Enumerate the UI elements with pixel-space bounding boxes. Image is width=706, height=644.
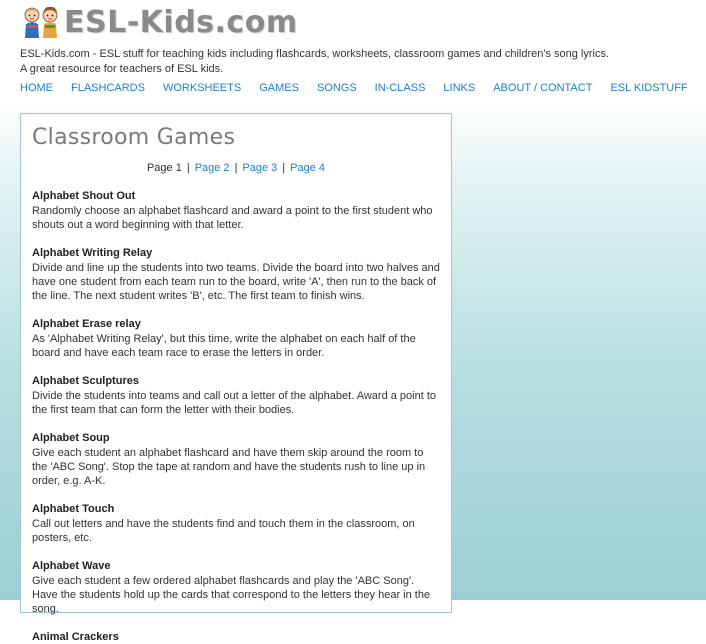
pager-link-page-4[interactable]: Page 4 [290,162,326,174]
game-title: Alphabet Sculptures [32,375,139,387]
game-entry [32,317,440,360]
nav-flashcards[interactable]: FLASHCARDS [71,82,145,94]
pager-separator: | [234,162,238,174]
game-title: Alphabet Soup [32,432,110,444]
game-entry [32,189,440,232]
site-title[interactable]: ESL-Kids.com [64,5,298,40]
kids-logo-icon[interactable] [20,5,62,41]
game-entry [32,559,440,616]
nav-esl-kidstuff[interactable]: ESL KIDSTUFF [610,82,688,94]
game-title: Alphabet Shout Out [32,190,136,202]
game-description: Randomly choose an alphabet flashcard and award a point to the first student who shouts out a word beginning with that letter. [32,205,433,231]
games-list [32,189,440,644]
main-nav [20,82,706,94]
pager-link-page-3[interactable]: Page 3 [242,162,278,174]
game-description: Give each student an alphabet flashcard and have them skip around the room to the 'ABC Song'. Stop the tape at random and have the students rush to line up in order, e.g. A-K. [32,447,426,487]
content-panel [20,113,452,643]
pager-current-page: Page 1 [146,162,182,174]
game-entry [32,374,440,417]
game-title: Alphabet Wave [32,560,111,572]
nav-about-contact[interactable]: ABOUT / CONTACT [493,82,593,94]
game-description: As 'Alphabet Writing Relay', but this time, write the alphabet on each half of the board and have each team race to erase the letters in order. [32,333,416,359]
nav-links[interactable]: LINKS [443,82,476,94]
game-description: Call out letters and have the students find and touch them in the classroom, on posters, etc. [32,518,415,544]
pagination [32,160,440,176]
game-description: Give each student a few ordered alphabet flashcards and play the 'ABC Song'. Have the students hold up the cards that correspond to the letters they hear in the song. [32,575,431,615]
nav-in-class[interactable]: IN-CLASS [374,82,426,94]
site-tagline [20,47,609,77]
nav-home[interactable]: HOME [20,82,53,94]
game-description: Divide the students into teams and call out a letter of the alphabet. Award a point to the first team that can form the letter with their bodies. [32,390,436,416]
game-title: Alphabet Writing Relay [32,247,153,259]
game-entry [32,630,440,644]
game-description: Divide and line up the students into two teams. Divide the board into two halves and have one student from each team run to the board, write 'A', then run to the back of the line. The next student writes 'B', etc. The first team to finish wins. [32,262,440,302]
nav-worksheets[interactable]: WORKSHEETS [162,82,242,94]
site-header [20,4,298,42]
game-entry [32,431,440,488]
game-title: Animal Crackers [32,631,119,643]
game-title: Alphabet Erase relay [32,318,141,330]
game-entry [32,502,440,545]
page-title: Classroom Games [32,125,236,150]
tagline-line-2: A great resource for teachers of ESL kids. [20,63,224,75]
nav-games[interactable]: GAMES [259,82,299,94]
game-entry [32,246,440,303]
nav-songs[interactable]: SONGS [316,82,357,94]
pager-separator: | [186,162,190,174]
pager-separator: | [282,162,286,174]
game-title: Alphabet Touch [32,503,115,515]
pager-link-page-2[interactable]: Page 2 [194,162,230,174]
tagline-line-1: ESL-Kids.com - ESL stuff for teaching kids including flashcards, worksheets, classroom games and children's song lyrics. [20,48,610,60]
